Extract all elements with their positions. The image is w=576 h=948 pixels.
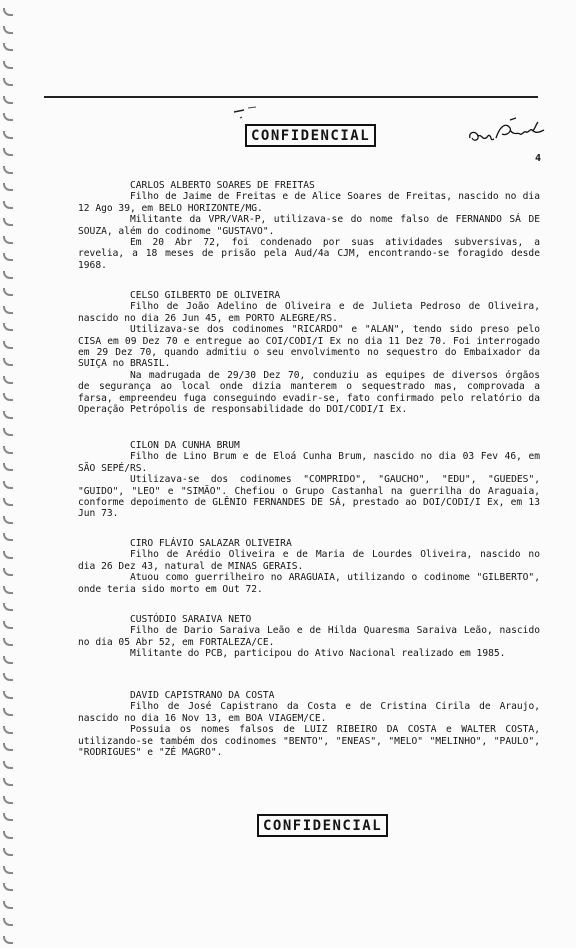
binder-hole — [3, 743, 13, 751]
binder-hole — [3, 446, 13, 454]
entry-paragraph: Militante da VPR/VAR-P, utilizava-se do nome falso de FERNANDO SÁ DE SOUZA, além do codinome "GUSTAVO". — [78, 214, 540, 237]
binder-hole — [3, 8, 13, 16]
entry-paragraph: Atuou como guerrilheiro no ARAGUAIA, utilizando o codinome "GILBERTO", onde teria sido morto em Out 72. — [78, 572, 540, 595]
entry-paragraph: Filho de Jaime de Freitas e de Alice Soares de Freitas, nascido no dia 12 Ago 39, em BELO HORIZONTE/MG. — [78, 191, 540, 214]
binder-hole — [3, 306, 13, 314]
binder-hole — [3, 428, 13, 436]
entry-ciro — [78, 538, 540, 595]
binder-hole — [3, 638, 13, 646]
binder-hole — [3, 236, 13, 244]
binder-hole — [3, 866, 13, 874]
entry-cilon — [78, 440, 540, 520]
smudge-marks — [230, 104, 274, 124]
entry-david — [78, 690, 540, 758]
binder-hole — [3, 113, 13, 121]
entry-paragraph: Filho de José Capistrano da Costa e de Cristina Cirila de Araujo, nascido no dia 16 Nov 13, em BOA VIAGEM/CE. — [78, 701, 540, 724]
binder-hole — [3, 411, 13, 419]
binder-hole — [3, 516, 13, 524]
entry-carlos — [78, 180, 540, 271]
binder-hole — [3, 778, 13, 786]
binder-hole — [3, 26, 13, 34]
binder-hole — [3, 796, 13, 804]
entry-paragraph: Em 20 Abr 72, foi condenado por suas atividades subversivas, a revelia, a 18 meses de prisão pela Aud/4a CJM, encontrando-se foragido desde 1968. — [78, 237, 540, 271]
binder-hole — [3, 551, 13, 559]
binder-hole — [3, 883, 13, 891]
binder-hole — [3, 673, 13, 681]
binder-hole — [3, 586, 13, 594]
entry-paragraph: Utilizava-se dos codinomes "RICARDO" e "ALAN", tendo sido preso pelo CISA em 09 Dez 70 e entregue ao COI/CODI/I Ex no dia 11 Dez 70. Foi interrogado em 29 Dez 70, quando admitiu o seu envolvimento no sequestro do Embaixador da SUIÇA no BRASIL. — [78, 324, 540, 370]
binder-hole — [3, 253, 13, 261]
binder-hole — [3, 708, 13, 716]
binder-hole — [3, 96, 13, 104]
binder-hole — [3, 323, 13, 331]
binder-hole — [3, 376, 13, 384]
entry-paragraph: Na madrugada de 29/30 Dez 70, conduziu as equipes de diversos órgãos de segurança ao local onde dizia manterem o sequestrado mas, comprovada a farsa, empreendeu fuga conseguindo evadir-se, fato confirmado pelo relatório da Operação Petrópolis de responsabilidade do DOI/CODI/I Ex. — [78, 369, 540, 416]
binder-hole — [3, 533, 13, 541]
binder-hole — [3, 901, 13, 909]
binder-hole — [3, 131, 13, 139]
binder-hole — [3, 78, 13, 86]
entry-paragraph: Utilizava-se dos codinomes "COMPRIDO", "GAUCHO", "EDU", "GUEDES", "GUIDO", "LEO" e "SIMÃO". Chefiou o Grupo Castanhal na guerrilha do Araguaia, conforme depoimento de GLÊNIO FERNANDES DE SÁ, prestado ao DOI/CODI/I Ex, em 13 Jun 73. — [78, 474, 540, 520]
binder-hole — [3, 166, 13, 174]
entry-paragraph: Militante do PCB, participou do Ativo Nacional realizado em 1985. — [130, 648, 506, 660]
binder-hole — [3, 813, 13, 821]
handwritten-signature — [466, 114, 548, 148]
binder-hole — [3, 568, 13, 576]
binder-hole — [3, 761, 13, 769]
binder-hole — [3, 183, 13, 191]
entry-celso — [78, 290, 540, 415]
binder-hole — [3, 848, 13, 856]
entry-name: CUSTÓDIO SARAIVA NETO — [130, 614, 252, 625]
binder-hole — [3, 43, 13, 51]
binder-hole — [3, 498, 13, 506]
entry-paragraph: Filho de Dario Saraiva Leão e de Hilda Quaresma Saraiva Leão, nascido no dia 05 Abr 52, em FORTALEZA/CE. — [78, 625, 540, 648]
entry-name: DAVID CAPISTRANO DA COSTA — [130, 690, 275, 701]
binder-hole — [3, 691, 13, 699]
binder-hole — [3, 271, 13, 279]
binder-hole — [3, 288, 13, 296]
entry-name: CIRO FLÁVIO SALAZAR OLIVEIRA — [130, 538, 292, 549]
binder-hole — [3, 341, 13, 349]
binder-holes — [3, 0, 17, 948]
binder-hole — [3, 218, 13, 226]
binder-hole — [3, 603, 13, 611]
binder-hole — [3, 656, 13, 664]
entry-name: CELSO GILBERTO DE OLIVEIRA — [130, 290, 281, 301]
binder-hole — [3, 621, 13, 629]
confidential-stamp-top: CONFIDENCIAL — [245, 124, 376, 147]
header-rule — [44, 96, 538, 98]
binder-hole — [3, 201, 13, 209]
entry-name: CILON DA CUNHA BRUM — [130, 440, 240, 451]
binder-hole — [3, 726, 13, 734]
entry-paragraph: Filho de Arédio Oliveira e de Maria de Lourdes Oliveira, nascido no dia 26 Dez 43, natural de MINAS GERAIS. — [78, 549, 540, 572]
binder-hole — [3, 481, 13, 489]
binder-hole — [3, 148, 13, 156]
confidential-stamp-bottom: CONFIDENCIAL — [257, 814, 388, 837]
entry-custodio — [78, 614, 540, 660]
binder-hole — [3, 61, 13, 69]
entry-paragraph: Filho de Lino Brum e de Eloá Cunha Brum, nascido no dia 03 Fev 46, em SÃO SEPÉ/RS. — [78, 451, 540, 474]
binder-hole — [3, 918, 13, 926]
page-number: 4 — [535, 153, 542, 164]
binder-hole — [3, 463, 13, 471]
entry-paragraph: Filho de João Adelino de Oliveira e de Julieta Pedroso de Oliveira, nascido no dia 26 Jun 45, em PORTO ALEGRE/RS. — [78, 301, 540, 324]
binder-hole — [3, 936, 13, 944]
binder-hole — [3, 393, 13, 401]
entry-paragraph: Possuia os nomes falsos de LUIZ RIBEIRO DA COSTA e WALTER COSTA, utilizando-se também dos codinomes "BENTO", "ENEAS", "MELO" "MELINHO", "PAULO", "RODRIGUES" e "ZÉ MAGRO". — [78, 724, 540, 759]
entry-name: CARLOS ALBERTO SOARES DE FREITAS — [130, 180, 315, 191]
binder-hole — [3, 831, 13, 839]
binder-hole — [3, 358, 13, 366]
